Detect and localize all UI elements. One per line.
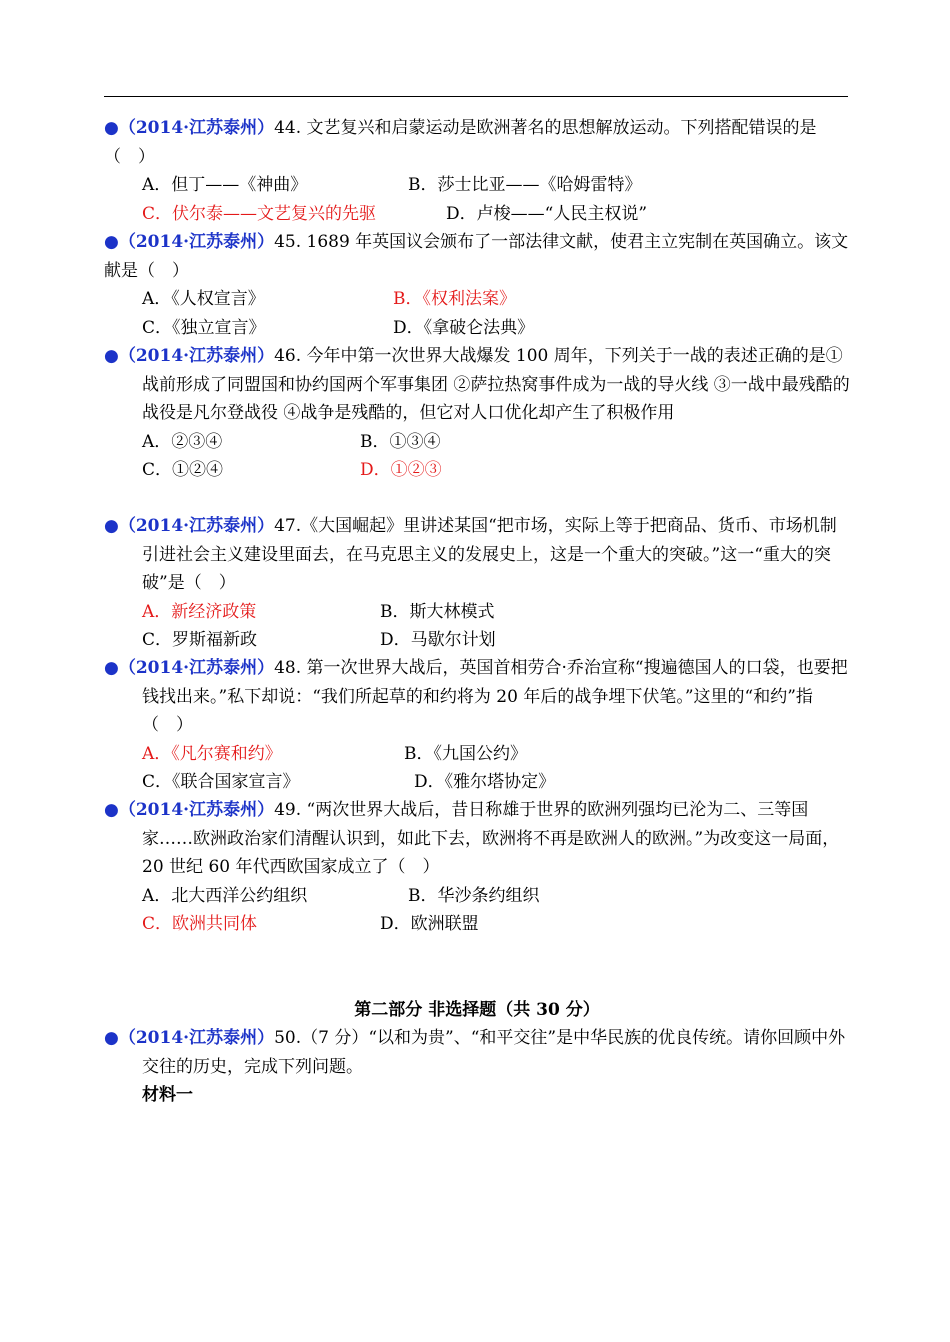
question-49	[104, 796, 850, 939]
option-d: D．欧洲联盟	[380, 914, 479, 934]
section-title: 第二部分 非选择题（共 30 分）	[354, 1000, 600, 1020]
option-b: B．莎士比亚——《哈姆雷特》	[408, 175, 642, 195]
option-c-answer: C．伏尔泰——文艺复兴的先驱	[142, 203, 377, 224]
question-stem: ●（2014·江苏泰州）47.《大国崛起》里讲述某国“把市场，实际上等于把商品、货币、市场机制引进社会主义建设里面去，在马克思主义的发展史上，这是一个重大的突破。”这一“重大的突破”是（ ）	[104, 516, 837, 593]
option-c: C．罗斯福新政	[142, 630, 258, 650]
question-45	[104, 228, 850, 342]
option-c: C．①②④	[142, 460, 224, 480]
option-a: A．《人权宣言》	[142, 289, 265, 309]
source-tag: ●（2014·江苏泰州）	[104, 800, 275, 820]
question-stem: ●（2014·江苏泰州）50.（7 分）“以和为贵”、“和平交往”是中华民族的优良传统。请你回顾中外交往的历史，完成下列问题。	[104, 1028, 846, 1077]
options	[104, 882, 850, 939]
option-d: D．《拿破仑法典》	[393, 317, 535, 338]
material-label: 材料一	[142, 1085, 193, 1105]
top-rule	[104, 96, 848, 97]
option-c-answer: C．欧洲共同体	[142, 914, 258, 934]
option-a: A．但丁——《神曲》	[142, 175, 308, 195]
question-stem: ●（2014·江苏泰州）46. 今年中第一次世界大战爆发 100 周年，下列关于一战的表述正确的是①战前形成了同盟国和协约国两个军事集团 ②萨拉热窝事件成为一战的导火线 ③一战中最残酷的战役是凡尔登战役 ④战争是残酷的，但它对人口优化却产生了积极作用	[104, 346, 850, 423]
question-50	[104, 1024, 850, 1110]
source-tag: ●（2014·江苏泰州）	[104, 1028, 275, 1048]
question-44	[104, 114, 850, 228]
source-tag: ●（2014·江苏泰州）	[104, 346, 275, 366]
options	[104, 285, 850, 342]
source-tag: ●（2014·江苏泰州）	[104, 516, 275, 536]
question-47	[104, 512, 850, 655]
option-d: D．卢梭——“人民主权说”	[446, 203, 648, 224]
option-d-answer: D．①②③	[360, 460, 442, 480]
option-b: B．①③④	[360, 431, 441, 452]
option-a: A．北大西洋公约组织	[142, 885, 308, 906]
option-c: C．《独立宣言》	[142, 317, 266, 338]
options	[104, 740, 850, 797]
options	[104, 598, 850, 655]
option-b-answer: B．《权利法案》	[393, 289, 516, 309]
options	[104, 428, 850, 485]
question-stem: ●（2014·江苏泰州）45. 1689 年英国议会颁布了一部法律文献，使君主立宪制在英国确立。该文献是（ ）	[104, 232, 849, 281]
option-a: A．②③④	[142, 431, 223, 452]
options	[104, 171, 850, 228]
source-tag: ●（2014·江苏泰州）	[104, 118, 275, 138]
question-stem: ●（2014·江苏泰州）48. 第一次世界大战后，英国首相劳合·乔治宣称“搜遍德国人的口袋，也要把钱找出来。”私下却说：“我们所起草的和约将为 20 年后的战争埋下伏笔。”这里的“和约”指（ ）	[104, 658, 848, 735]
option-b: B．斯大林模式	[380, 601, 495, 622]
option-b: B．华沙条约组织	[408, 885, 540, 906]
option-d: D．《雅尔塔协定》	[414, 772, 556, 792]
option-a-answer: A．《凡尔赛和约》	[142, 743, 282, 764]
question-stem: ●（2014·江苏泰州）44. 文艺复兴和启蒙运动是欧洲著名的思想解放运动。下列搭配错误的是（ ）	[104, 118, 817, 167]
option-c: C．《联合国家宣言》	[142, 772, 300, 792]
option-b: B．《九国公约》	[404, 743, 527, 764]
question-46	[104, 342, 850, 485]
question-stem: ●（2014·江苏泰州）49. “两次世界大战后，昔日称雄于世界的欧洲列强均已沦为二、三等国家……欧洲政治家们清醒认识到，如此下去，欧洲将不再是欧洲人的欧洲。”为改变这一局面，20 世纪 60 年代西欧国家成立了（ ）	[104, 800, 840, 877]
option-d: D．马歇尔计划	[380, 630, 496, 650]
question-48	[104, 654, 850, 797]
option-a-answer: A．新经济政策	[142, 601, 257, 622]
source-tag: ●（2014·江苏泰州）	[104, 658, 275, 678]
source-tag: ●（2014·江苏泰州）	[104, 232, 275, 252]
